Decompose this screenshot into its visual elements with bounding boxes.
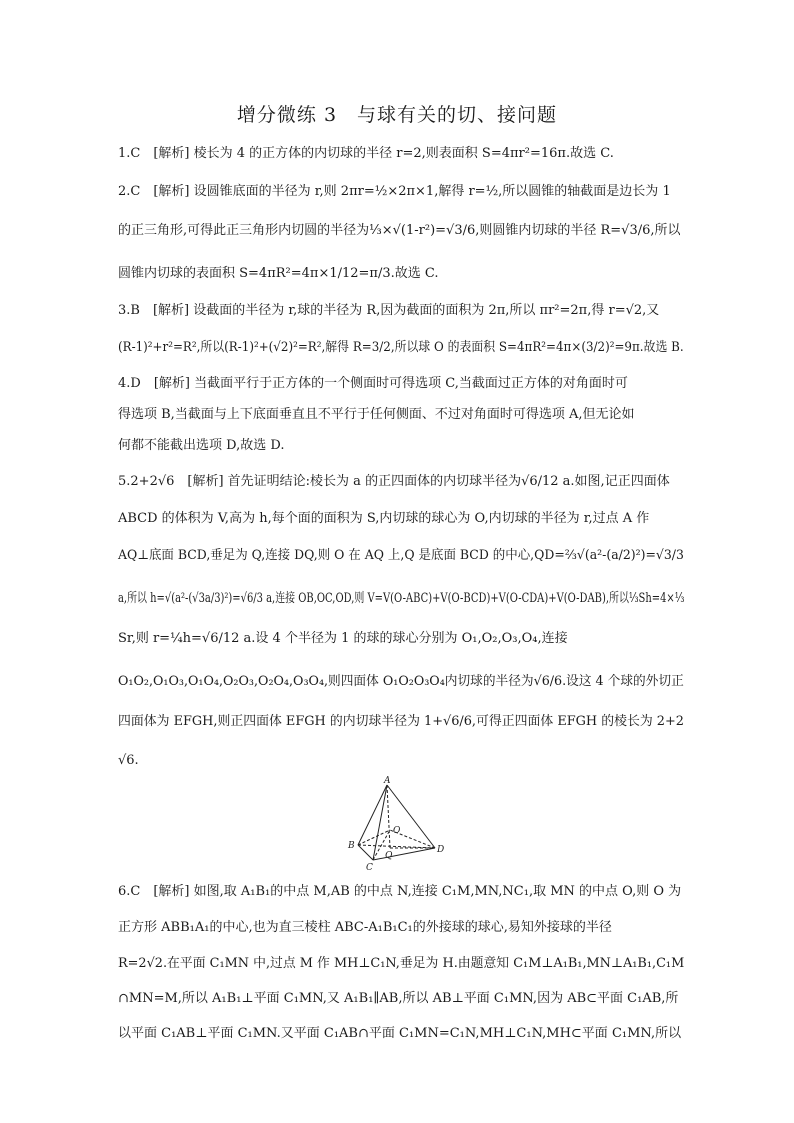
vertex-label-a: A xyxy=(384,776,391,786)
vertex-label-b: B xyxy=(348,841,355,851)
answer-line: 2.C [解析] 设圆锥底面的半径为 r,则 2πr=½×2π×1,解得 r=½,所以圆锥的轴截面是边长为 1 xyxy=(118,184,671,199)
answer-line: 得选项 B,当截面与上下底面垂直且不平行于任何侧面、不过对角面时可得选项 A,但无论如 xyxy=(118,407,635,422)
tetrahedron-figure xyxy=(340,775,450,870)
answer-line: Sr,则 r=¼h=√6/12 a.设 4 个半径为 1 的球的球心分别为 O₁,O₂,O₃,O₄,连接 xyxy=(118,631,568,646)
answer-line: 1.C [解析] 棱长为 4 的正方体的内切球的半径 r=2,则表面积 S=4πr²=16π.故选 C. xyxy=(118,146,614,161)
vertex-label-q: Q xyxy=(385,851,393,861)
answer-line: 5.2+2√6 [解析] 首先证明结论:棱长为 a 的正四面体的内切球半径为√6/12 a.如图,记正四面体 xyxy=(118,474,670,489)
vertex-label-d: D xyxy=(437,845,445,855)
answer-line: 以平面 C₁AB⊥平面 C₁MN.又平面 C₁AB∩平面 C₁MN=C₁N,MH⊥C₁N,MH⊂平面 C₁MN,所以 xyxy=(118,1026,682,1041)
answer-line: √6. xyxy=(118,753,139,768)
answer-line: 正方形 ABB₁A₁的中心,也为直三棱柱 ABC-A₁B₁C₁的外接球的球心,易知外接球的半径 xyxy=(118,920,612,935)
answer-line: 6.C [解析] 如图,取 A₁B₁的中点 M,AB 的中点 N,连接 C₁M,MN,NC₁,取 MN 的中点 O,则 O 为 xyxy=(118,884,682,899)
answer-line: ABCD 的体积为 V,高为 h,每个面的面积为 S,内切球的球心为 O,内切球的半径为 r,过点 A 作 xyxy=(118,511,650,526)
answer-line: 四面体为 EFGH,则正四面体 EFGH 的内切球半径为 1+√6/6,可得正四面体 EFGH 的棱长为 2+2 xyxy=(118,714,684,729)
answer-line: 的正三角形,可得此正三角形内切圆的半径为⅓×√(1-r²)=√3/6,则圆锥内切球的半径 R=√3/6,所以 xyxy=(118,223,681,238)
answer-line: AQ⊥底面 BCD,垂足为 Q,连接 DQ,则 O 在 AQ 上,Q 是底面 BCD 的中心,QD=⅔√(a²-(a/2)²)=√3/3 xyxy=(118,548,684,563)
answer-line: 圆锥内切球的表面积 S=4πR²=4π×1/12=π/3.故选 C. xyxy=(118,266,439,281)
answer-line: 3.B [解析] 设截面的半径为 r,球的半径为 R,因为截面的面积为 2π,所以 πr²=2π,得 r=√2,又 xyxy=(118,303,660,318)
answer-line: O₁O₂,O₁O₃,O₁O₄,O₂O₃,O₂O₄,O₃O₄,则四面体 O₁O₂O₃O₄内切球的半径为√6/6.设这 4 个球的外切正 xyxy=(118,674,684,689)
answer-line: (R-1)²+r²=R²,所以(R-1)²+(√2)²=R²,解得 R=3/2,所以球 O 的表面积 S=4πR²=4π×(3/2)²=9π.故选 B. xyxy=(118,340,684,355)
answer-line: 4.D [解析] 当截面平行于正方体的一个侧面时可得选项 C,当截面过正方体的对角面时可 xyxy=(118,376,628,391)
answer-line: a,所以 h=√(a²-(√3a/3)²)=√6/3 a,连接 OB,OC,OD,则 V=V(O-ABC)+V(O-BCD)+V(O-CDA)+V(O-DAB),所以⅓Sh=4×⅓ xyxy=(118,591,685,606)
page-title: 增分微练 3 与球有关的切、接问题 xyxy=(236,104,558,126)
answer-line: ∩MN=M,所以 A₁B₁⊥平面 C₁MN,又 A₁B₁∥AB,所以 AB⊥平面 C₁MN,因为 AB⊂平面 C₁AB,所 xyxy=(118,991,679,1006)
vertex-label-o: O xyxy=(393,826,401,836)
answer-line: R=2√2.在平面 C₁MN 中,过点 M 作 MH⊥C₁N,垂足为 H.由题意知 C₁M⊥A₁B₁,MN⊥A₁B₁,C₁M xyxy=(118,956,685,971)
answer-line: 何都不能截出选项 D,故选 D. xyxy=(118,438,285,453)
vertex-label-c: C xyxy=(366,863,373,870)
